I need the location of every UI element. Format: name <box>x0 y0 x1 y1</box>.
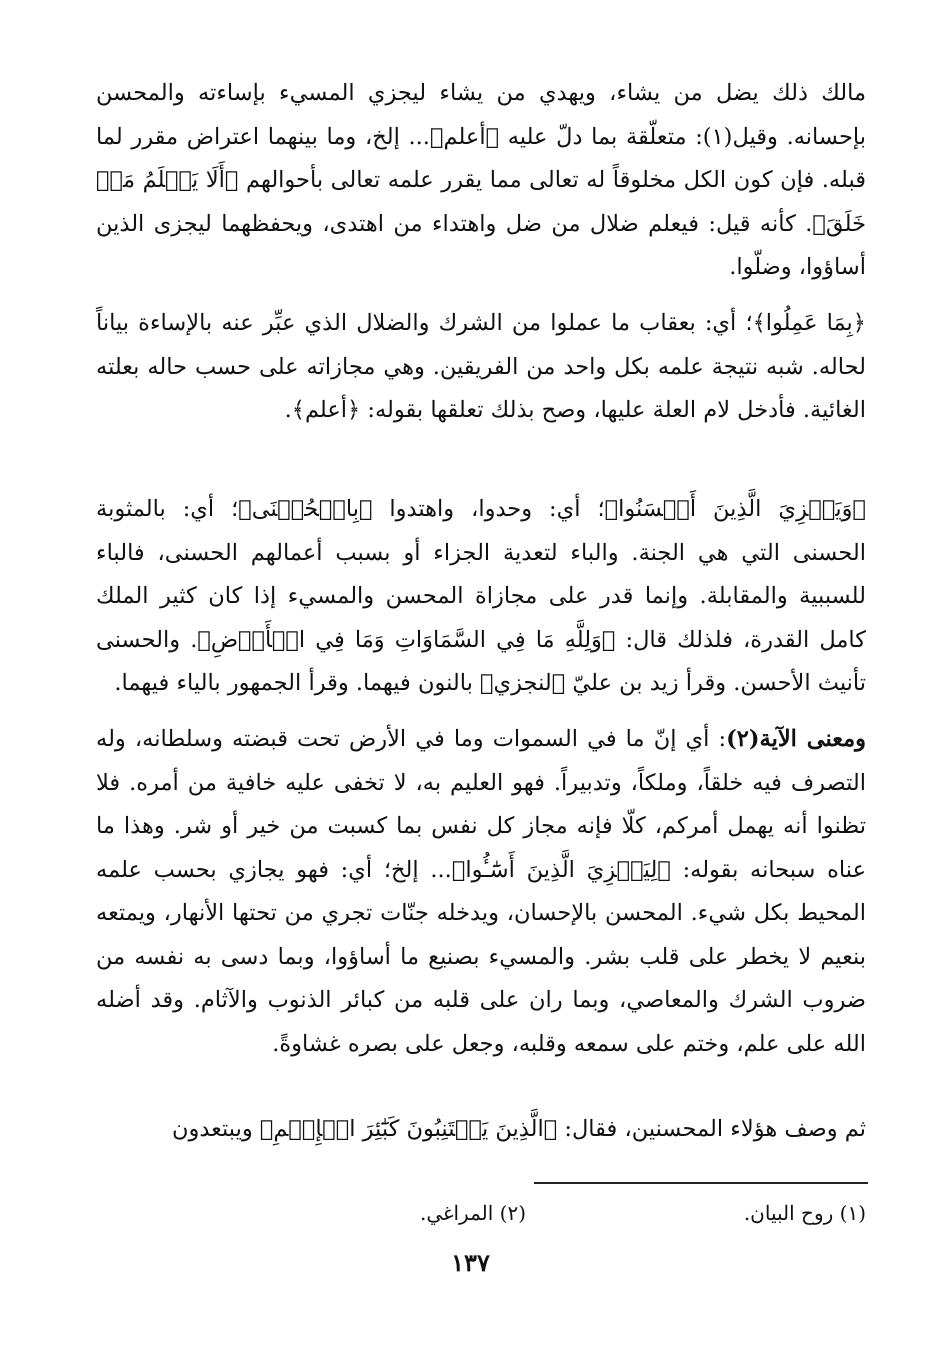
paragraph-5-text: ثم وصف هؤلاء المحسنين، فقال: ﴿الَّذِينَ يَجۡتَنِبُونَ كَبَٰٓئِرَ الۡإِثۡمِ﴾ ويبتعدون <box>171 1116 866 1142</box>
paragraph-5 <box>96 1108 866 1152</box>
footnote-divider <box>534 1182 868 1184</box>
paragraph-4-lead: ومعنى الآية(٢) <box>726 726 867 752</box>
paragraph-2 <box>96 302 866 433</box>
paragraph-3 <box>96 488 866 706</box>
paragraph-4 <box>96 718 866 1066</box>
paragraph-1 <box>96 72 866 290</box>
paragraph-1-text: مالك ذلك يضل من يشاء، ويهدي من يشاء ليجزي المسيء بإساءته والمحسن بإحسانه. وقيل(١): متعلّقة بما دلّ عليه ﴿أعلم﴾... إلخ، وما بينهما اعتراض مقرر لما قبله. فإن كون الكل مخلوقاً له تعالى مما يقرر علمه تعالى بأحوالهم ﴿أَلَا يَعۡلَمُ مَنۡ خَلَقَ﴾. كأنه قيل: فيعلم ضلال من ضل واهتداء من اهتدى، ويحفظهما ليجزى الذين أساؤوا، وضلّوا. <box>96 80 866 280</box>
page-number: ١٣٧ <box>451 1248 490 1277</box>
footnote-2: (٢) المراغي. <box>419 1201 526 1225</box>
footnote-1: (١) روح البيان. <box>743 1201 866 1225</box>
paragraph-2-text: ﴿بِمَا عَمِلُوا﴾؛ أي: بعقاب ما عملوا من الشرك والضلال الذي عبِّر عنه بالإساءة بياناً لحاله. شبه نتيجة علمه بكل واحد من الفريقين. وهي مجازاته على حسب حاله بعلته الغائية. فأدخل لام العلة عليها، وصح بذلك تعلقها بقوله: ﴿أعلم﴾. <box>96 310 866 423</box>
paragraph-4-text: : أي إنّ ما في السموات وما في الأرض تحت قبضته وسلطانه، وله التصرف فيه خلقاً، وملكاً، وتدبيراً. فهو العليم به، لا تخفى عليه خافية من أمره. فلا تظنوا أنه يهمل أمركم، كلّا فإنه مجاز كل نفس بما كسبت من خير أو شر. وهذا ما عناه سبحانه بقوله: ﴿لِيَجۡزِيَ الَّذِينَ أَسَٰٓـُٔوا﴾... إلخ؛ أي: فهو يجازي بحسب علمه المحيط بكل شيء. المحسن بالإحسان، ويدخله جنّات تجري من تحتها الأنهار، ويمتعه بنعيم لا يخطر على قلب بشر. والمسيء بصنيع ما أساؤوا، وبما دسى به نفسه من ضروب الشرك والمعاصي، وبما ران على قلبه من كبائر الذنوب والآثام. وقد أضله الله على علم، وختم على سمعه وقلبه، وجعل على بصره غشاوةً. <box>96 726 866 1057</box>
paragraph-3-text: ﴿وَيَجۡزِيَ الَّذِينَ أَحۡسَنُوا﴾؛ أي: وحدوا، واهتدوا ﴿بِالۡحُسۡنَى﴾؛ أي: بالمثوبة الحسنى التي هي الجنة. والباء لتعدية الجزاء أو بسبب أعمالهم الحسنى، فالباء للسببية والمقابلة. وإنما قدر على مجازاة المحسن والمسيء إذا كان كثير الملك كامل القدرة، فلذلك قال: ﴿وَلِلَّهِ مَا فِي السَّمَاوَاتِ وَمَا فِي الۡأَرۡضِ﴾. والحسنى تأنيث الأحسن. وقرأ زيد بن عليّ ﴿لنجزي﴾ بالنون فيهما. وقرأ الجمهور بالياء فيهما. <box>96 496 866 696</box>
